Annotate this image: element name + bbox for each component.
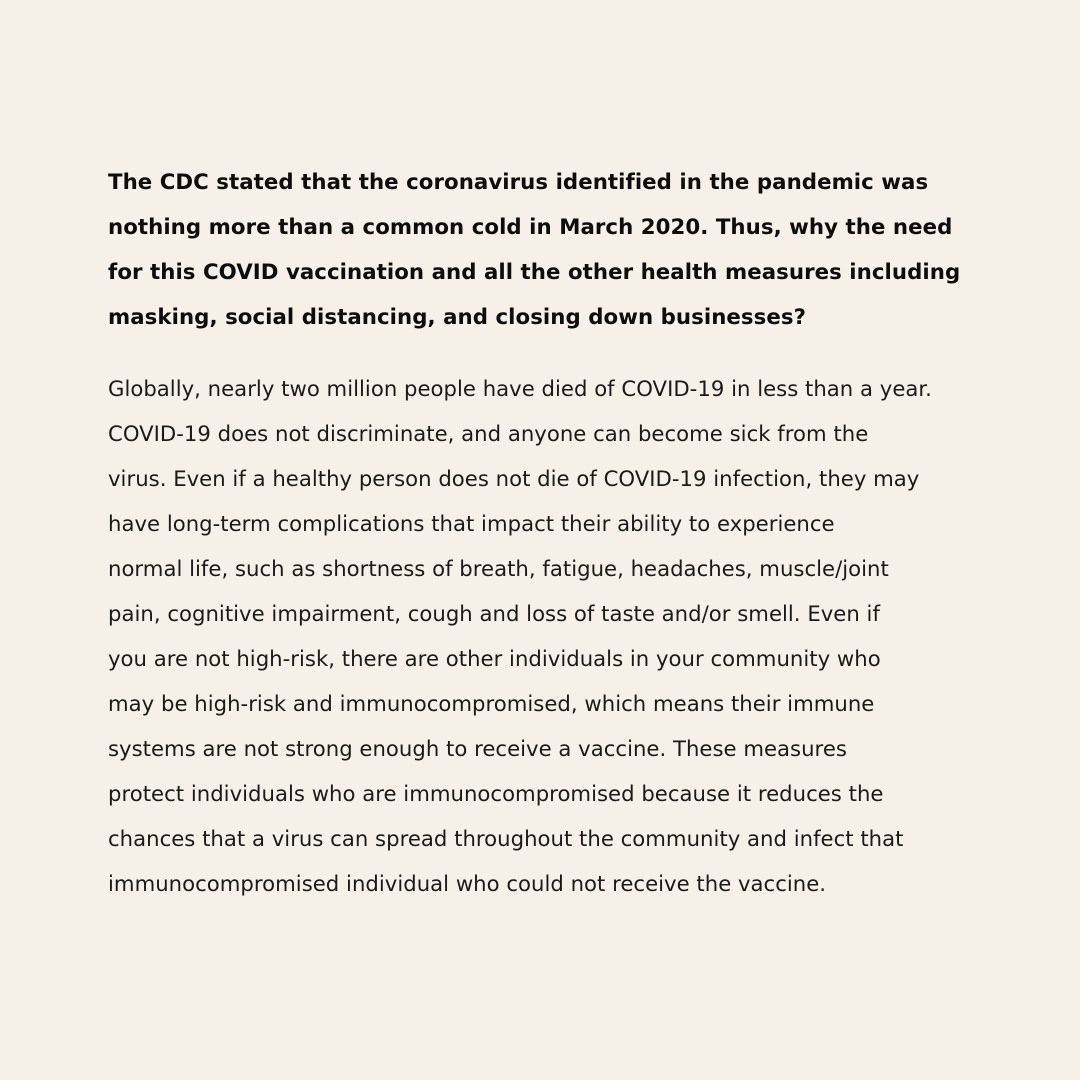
question-line: nothing more than a common cold in March 2020. Thus, why the need xyxy=(108,215,953,240)
faq-question xyxy=(108,160,978,340)
question-line: masking, social distancing, and closing down businesses? xyxy=(108,305,806,330)
faq-answer xyxy=(108,366,980,906)
answer-line: protect individuals who are immunocompromised because it reduces the xyxy=(108,781,884,806)
answer-line: you are not high-risk, there are other individuals in your community who xyxy=(108,646,881,671)
answer-line: may be high-risk and immunocompromised, which means their immune xyxy=(108,691,875,716)
answer-line: virus. Even if a healthy person does not die of COVID-19 infection, they may xyxy=(108,466,920,491)
answer-line: chances that a virus can spread throughout the community and infect that xyxy=(108,826,904,851)
answer-line: pain, cognitive impairment, cough and loss of taste and/or smell. Even if xyxy=(108,601,880,626)
answer-line: Globally, nearly two million people have died of COVID-19 in less than a year. xyxy=(108,376,932,401)
question-line: The CDC stated that the coronavirus identified in the pandemic was xyxy=(108,170,929,195)
answer-line: immunocompromised individual who could not receive the vaccine. xyxy=(108,871,827,896)
question-line: for this COVID vaccination and all the other health measures including xyxy=(108,260,961,285)
answer-line: normal life, such as shortness of breath, fatigue, headaches, muscle/joint xyxy=(108,556,889,581)
answer-line: have long-term complications that impact their ability to experience xyxy=(108,511,835,536)
answer-line: COVID-19 does not discriminate, and anyone can become sick from the xyxy=(108,421,869,446)
answer-line: systems are not strong enough to receive a vaccine. These measures xyxy=(108,736,847,761)
